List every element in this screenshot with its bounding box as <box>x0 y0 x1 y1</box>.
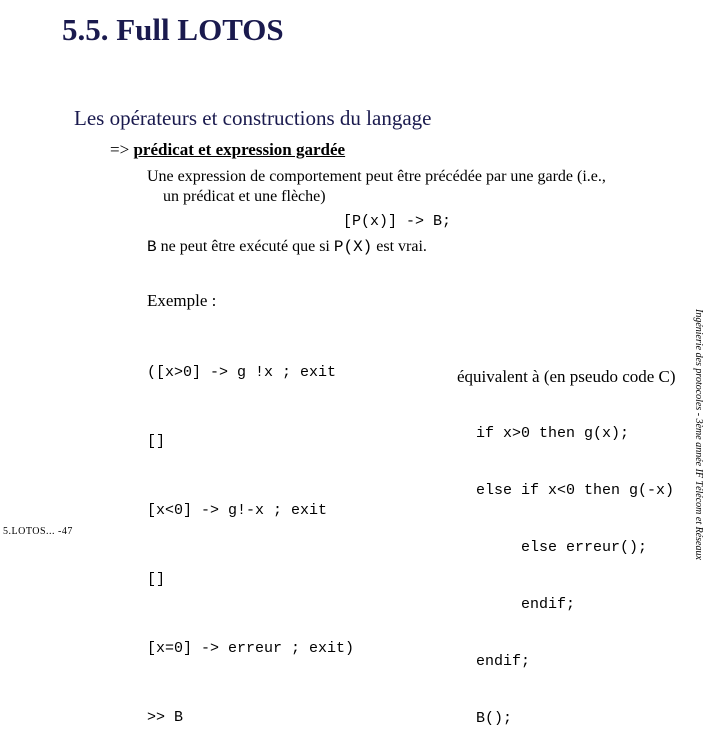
pseudo-code <box>476 386 674 747</box>
pseudo-code-line: if x>0 then g(x); <box>476 425 630 442</box>
example-code-line: [] <box>147 571 166 588</box>
section-heading <box>110 140 345 160</box>
syntax-code: [P(x)] -> B; <box>343 213 452 230</box>
example-code-line: [x=0] -> erreur ; exit) <box>147 640 355 657</box>
example-code <box>147 315 354 752</box>
example-code-line: >> B <box>147 709 184 726</box>
page-footer: 5.LOTOS... -47 <box>3 526 73 537</box>
pseudo-code-line: endif; <box>476 653 531 670</box>
slide-title: 5.5. Full LOTOS <box>62 12 284 47</box>
arrow-marker: => <box>110 140 134 159</box>
execution-condition <box>147 238 427 256</box>
example-code-line: ([x>0] -> g !x ; exit <box>147 364 337 381</box>
example-code-line: [] <box>147 433 166 450</box>
description-line-2: un prédicat et une flèche) <box>163 188 326 205</box>
example-code-line: [x<0] -> g!-x ; exit <box>147 502 328 519</box>
behaviour-b: B <box>147 238 157 256</box>
pseudo-code-line: else erreur(); <box>476 539 648 556</box>
predicate-px: P(X) <box>333 238 373 256</box>
description-line-1: Une expression de comportement peut être précédée par une garde (i.e., <box>147 168 606 185</box>
section-heading-text: prédicat et expression gardée <box>133 140 346 159</box>
side-course-label: Ingénierie des protocoles - 3ème année IF Télécom et Réseaux <box>693 309 704 560</box>
execution-text-1: ne peut être exécuté que si <box>156 238 334 255</box>
slide-subtitle: Les opérateurs et constructions du langage <box>74 106 432 130</box>
example-label: Exemple : <box>147 291 217 310</box>
description-paragraph <box>147 167 667 207</box>
pseudo-code-line: B(); <box>476 710 513 727</box>
pseudo-code-line: else if x<0 then g(-x) <box>476 482 675 499</box>
pseudo-code-line: endif; <box>476 596 576 613</box>
execution-text-2: est vrai. <box>372 238 427 255</box>
equivalent-label: équivalent à (en pseudo code C) <box>457 367 676 386</box>
